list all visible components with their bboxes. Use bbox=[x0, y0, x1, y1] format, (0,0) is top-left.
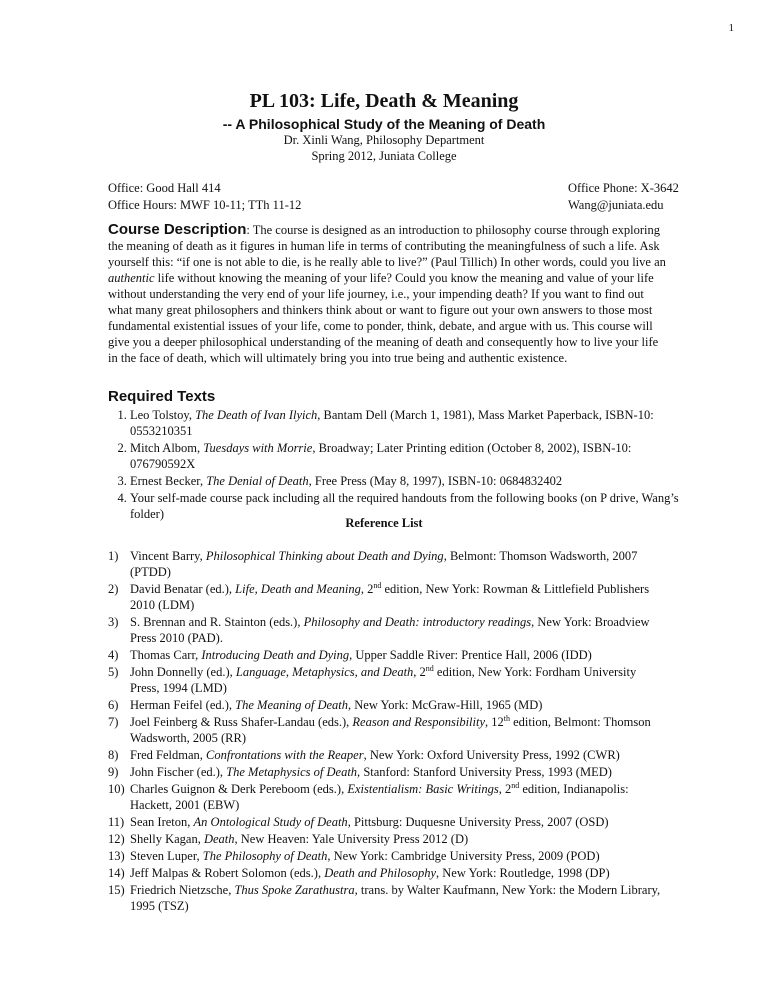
course-description-emphasis: authentic bbox=[108, 271, 155, 285]
required-text-item: 3. Ernest Becker, The Denial of Death, Free Press (May 8, 1997), ISBN-10: 0684832402 bbox=[130, 473, 690, 489]
course-description-text-2: life without knowing the meaning of your life? Could you know the meaning and value of your life without understanding the very end of your life journey, i.e., your impending death? If you want to find out what many great philosophers and thinkers think about or want to figure out your own answers to those most fundamental existential issues of your life, come to ponder, think, debate, and argue with us. This course will give you a deeper philosophical understanding of the meaning of death and consequently how to live your life in the face of death, which will ultimately bring you into true being and authentic existence. bbox=[108, 271, 659, 365]
office-info-right bbox=[568, 180, 679, 214]
required-text-item: 4. Your self-made course pack including all the required handouts from the following books (on P drive, Wang’s folder) bbox=[130, 490, 690, 522]
reference-item: 13) Steven Luper, The Philosophy of Death, New York: Cambridge University Press, 2009 (POD) bbox=[108, 849, 600, 863]
reference-item: 15) Friedrich Nietzsche, Thus Spoke Zarathustra, trans. by Walter Kaufmann, New York: the Modern Library, 1995 (TSZ) bbox=[108, 883, 661, 913]
reference-item: 10) Charles Guignon & Derk Pereboom (eds.), Existentialism: Basic Writings, 2nd edition, Indianapolis: Hackett, 2001 (EBW) bbox=[108, 780, 629, 812]
office-hours: Office Hours: MWF 10-11; TTh 11-12 bbox=[108, 198, 302, 212]
reference-item: 7) Joel Feinberg & Russ Shafer-Landau (eds.), Reason and Responsibility, 12th edition, Belmont: Thomson Wadsworth, 2005 (RR) bbox=[108, 713, 651, 745]
reference-list-heading: Reference List bbox=[345, 516, 423, 530]
reference-item: 9) John Fischer (ed.), The Metaphysics of Death, Stanford: Stanford University Press, 1993 (MED) bbox=[108, 765, 612, 779]
reference-item: 2) David Benatar (ed.), Life, Death and Meaning, 2nd edition, New York: Rowman & Littlefield Publishers 2010 (LDM) bbox=[108, 580, 650, 612]
office-email: Wang@juniata.edu bbox=[568, 198, 664, 212]
course-subtitle: -- A Philosophical Study of the Meaning of Death bbox=[222, 116, 546, 132]
required-texts-heading: Required Texts bbox=[108, 388, 216, 405]
reference-item: 14) Jeff Malpas & Robert Solomon (eds.), Death and Philosophy, New York: Routledge, 1998 (DP) bbox=[108, 866, 610, 880]
office-info-left bbox=[108, 180, 301, 214]
reference-item: 12) Shelly Kagan, Death, New Heaven: Yale University Press 2012 (D) bbox=[108, 832, 469, 846]
office-location: Office: Good Hall 414 bbox=[108, 181, 221, 195]
course-description-text-1: : The course is designed as an introduction to philosophy course through exploring the meaning of death as it figures in human life in terms of contributing the meaningfulness of such a life. Ask yourself this: “if one is not able to die, is he really able to live?” (Paul Tillich) In other words, could you live an bbox=[108, 223, 666, 269]
reference-item: 3) S. Brennan and R. Stainton (eds.), Philosophy and Death: introductory readings, New York: Broadview Press 2010 (PAD). bbox=[108, 615, 650, 645]
course-description bbox=[108, 222, 668, 366]
reference-item: 1) Vincent Barry, Philosophical Thinking about Death and Dying, Belmont: Thomson Wadsworth, 2007 (PTDD) bbox=[108, 549, 638, 579]
required-texts-list bbox=[108, 407, 690, 523]
reference-item: 5) John Donnelly (ed.), Language, Metaphysics, and Death, 2nd edition, New York: Fordham University Press, 1994 (LMD) bbox=[108, 663, 637, 695]
required-text-item: 1. Leo Tolstoy, The Death of Ivan Ilyich, Bantam Dell (March 1, 1981), Mass Market Paperback, ISBN-10: 0553210351 bbox=[130, 407, 690, 439]
reference-item: 8) Fred Feldman, Confrontations with the Reaper, New York: Oxford University Press, 1992 (CWR) bbox=[108, 748, 620, 762]
required-text-item: 2. Mitch Albom, Tuesdays with Morrie, Broadway; Later Printing edition (October 8, 2002), ISBN-10: 076790592X bbox=[130, 440, 690, 472]
reference-item: 4) Thomas Carr, Introducing Death and Dying, Upper Saddle River: Prentice Hall, 2006 (IDD) bbox=[108, 648, 592, 662]
reference-list bbox=[108, 548, 668, 915]
term-line: Spring 2012, Juniata College bbox=[311, 149, 457, 163]
page-number: 1 bbox=[728, 22, 734, 34]
course-title: PL 103: Life, Death & Meaning bbox=[249, 90, 519, 112]
reference-item: 6) Herman Feifel (ed.), The Meaning of Death, New York: McGraw-Hill, 1965 (MD) bbox=[108, 698, 543, 712]
reference-item: 11) Sean Ireton, An Ontological Study of Death, Pittsburg: Duquesne University Press, 2007 (OSD) bbox=[108, 815, 609, 829]
office-phone: Office Phone: X-3642 bbox=[568, 181, 679, 195]
course-description-label: Course Description bbox=[108, 221, 247, 238]
instructor-line: Dr. Xinli Wang, Philosophy Department bbox=[283, 133, 485, 147]
